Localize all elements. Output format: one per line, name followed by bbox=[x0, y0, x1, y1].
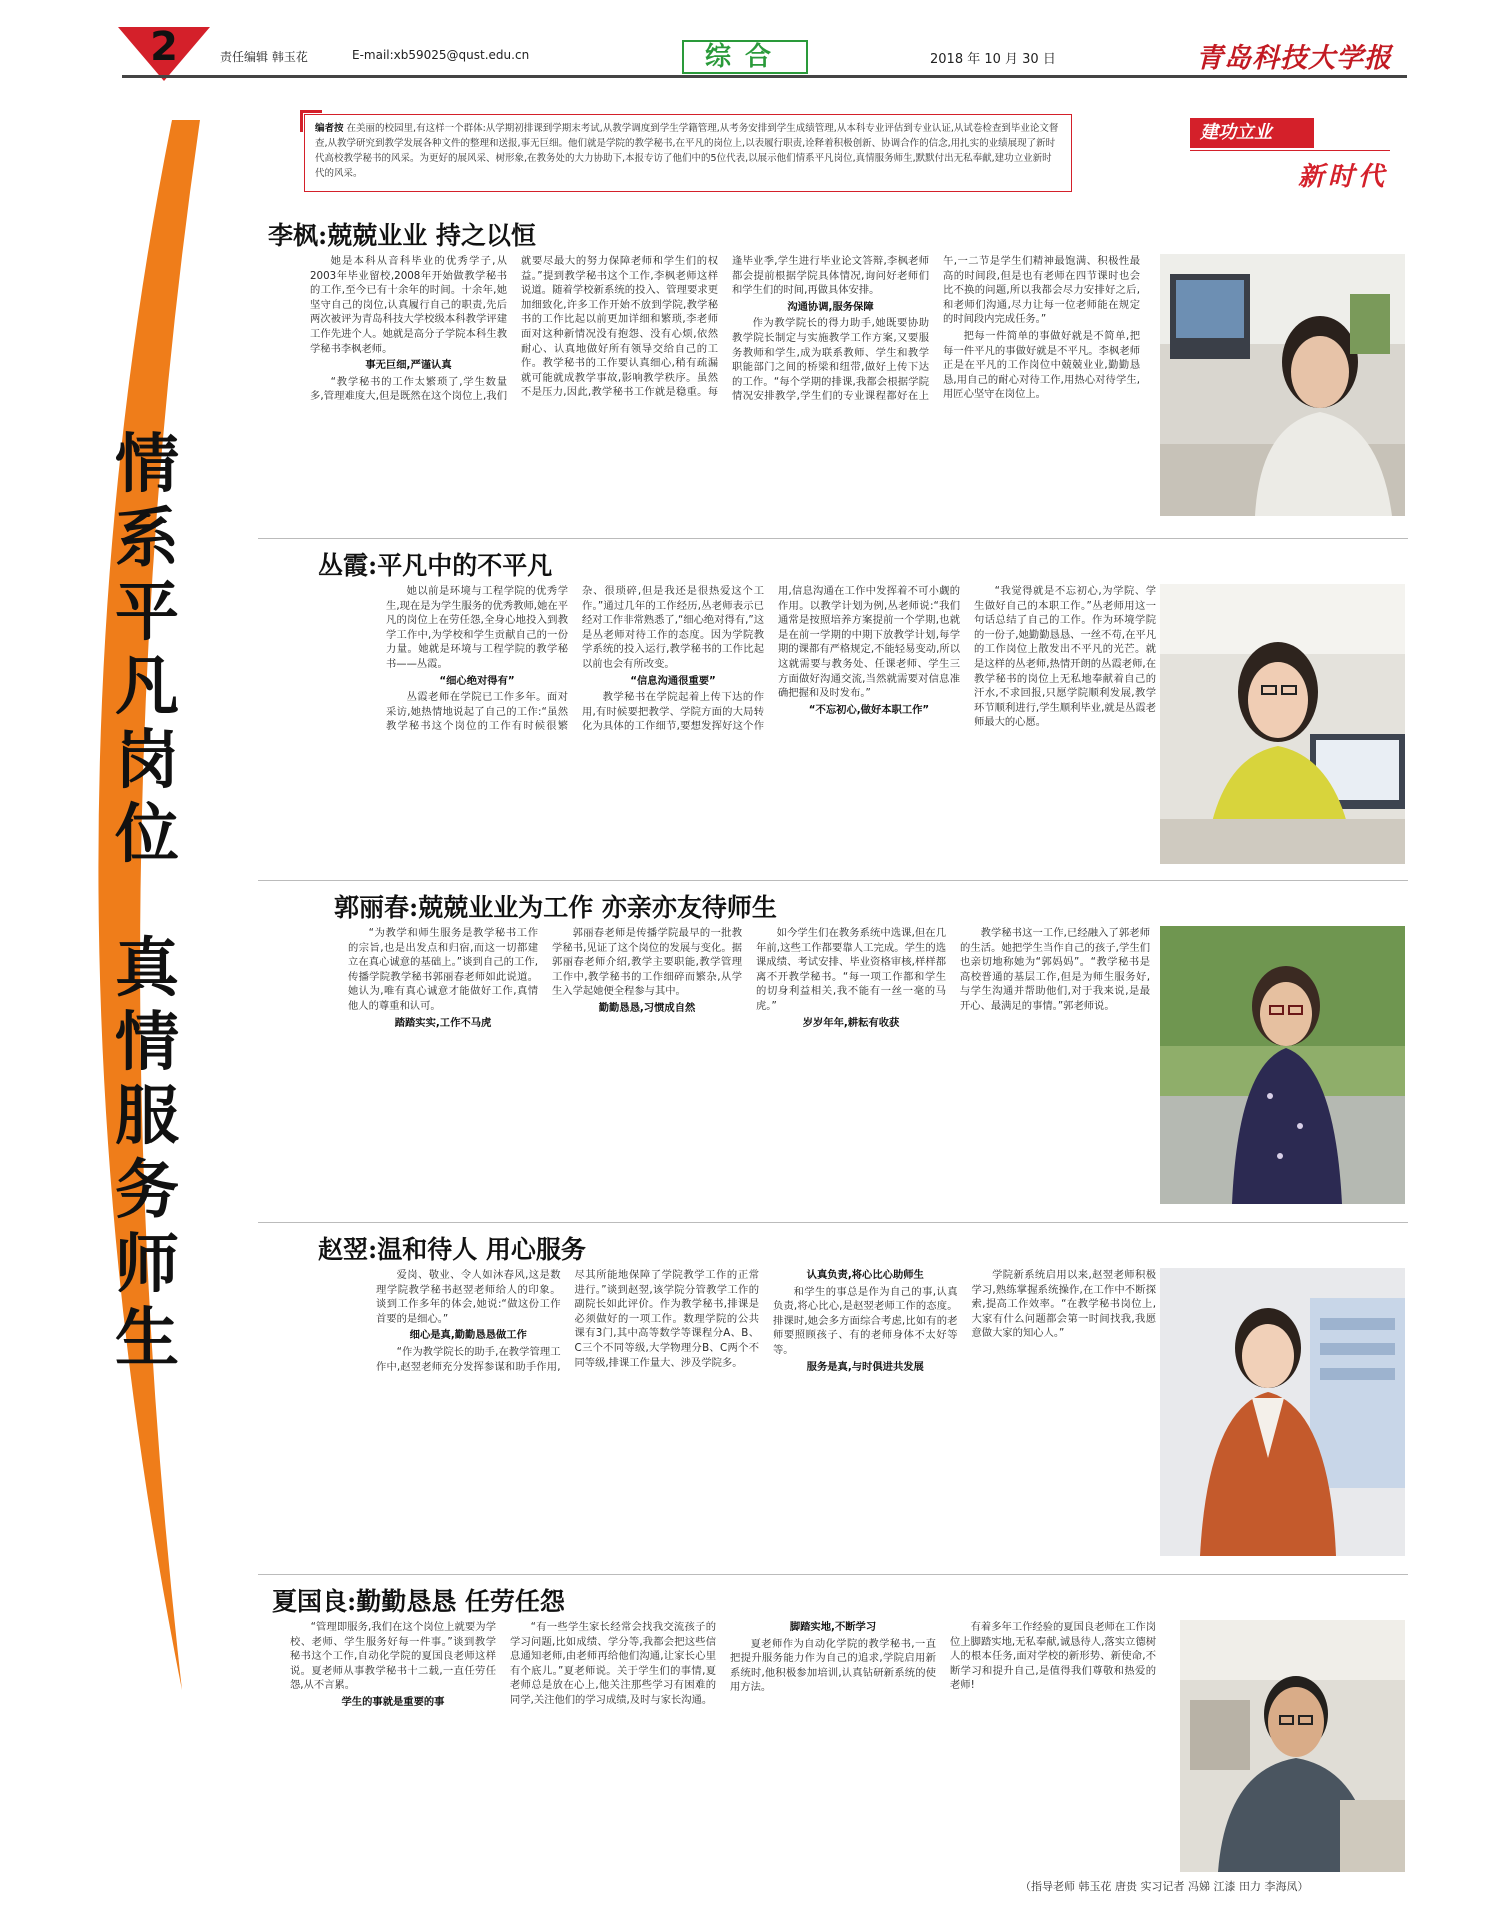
subheading: 认真负责,将心比心助师生 bbox=[806, 1269, 924, 1281]
subheading: “不忘初心,做好本职工作” bbox=[808, 703, 930, 716]
theme-badge bbox=[1190, 116, 1394, 196]
article-separator bbox=[258, 538, 1408, 539]
photo-xia-guoliang bbox=[1180, 1620, 1405, 1872]
credits-caption: （指导老师 韩玉花 唐贵 实习记者 冯娣 江漆 田力 李海凤） bbox=[1020, 1880, 1309, 1893]
theme-badge-bottom: 新时代 bbox=[1297, 162, 1388, 192]
responsible-editor: 责任编辑 韩玉花 bbox=[220, 50, 308, 64]
headline-char: 服 bbox=[115, 1080, 179, 1154]
headline-char: 岗 bbox=[115, 724, 179, 798]
article-separator bbox=[258, 1574, 1408, 1575]
paragraph: “教学秘书的工作太繁琐了,学生数量多,管理难度大,但是既然在这个岗位上,我们就要尽最大的努力保障老师和学生们的权益。”提到教学秘书这个工作,李枫老师这样说道。随着学校新系统的投入、管理要求更加细致化,许多工作开始不放到学院,教学秘书的工作比起以前更加详细和繁琐,李老师面对这种新情况没有抱怨、没有心烦,依然耐心、认真地做好所有领导交给自己的工作。教学秘书的工作要认真细心,稍有疏漏就可能就成教学事故,影响教学秩序。虽然不是压力,因此,教学秘书工作就是稳重。每逢毕业季,学生进行毕业论文答辩,李枫老师都会提前根据学院具体情况,询问好老师们和学生们的时间,再做具体安排。 bbox=[310, 255, 929, 403]
article-body-cong-xia bbox=[386, 584, 1156, 864]
paragraph: 郭丽春老师是传播学院最早的一批教学秘书,见证了这个岗位的发展与变化。据郭丽春老师介绍,教学主要职能,教学管理工作中,教学秘书的工作细碎而繁杂,从学生入学起她便全程参与其中。 bbox=[552, 927, 742, 998]
paragraph: “我觉得就是不忘初心,为学院、学生做好自己的本职工作。”丛老师用这一句话总结了自己的工作。作为环境学院的一份子,她勤勤恳恳、一丝不苟,在平凡的工作岗位上散发出不平凡的光芒。就是这样的丛老师,热情开朗的丛霞老师,在教学秘书的岗位上无私地奉献着自己的汗水,不求回报,只愿学院顺利发展,教学环节顺利进行,学生顺利毕业,就是丛霞老师最大的心愿。 bbox=[974, 585, 1156, 729]
photo-li-feng bbox=[1160, 254, 1405, 516]
subheading: 踏踏实实,工作不马虎 bbox=[394, 1016, 492, 1029]
paragraph: 有着多年工作经验的夏国良老师在工作岗位上脚踏实地,无私奉献,诚恳待人,落实立德树人的根本任务,面对学校的新形势、新使命,不断学习和提升自己,是值得我们尊敬和热爱的老师! bbox=[950, 1621, 1156, 1692]
subheading: 细心是真,勤勤恳恳做工作 bbox=[409, 1329, 527, 1342]
headline-char: 位 bbox=[115, 798, 179, 872]
paragraph: “有一些学生家长经常会找我交流孩子的学习问题,比如成绩、学分等,我都会把这些信息通知老师,由老师再给他们沟通,让家长心里有个底儿。”夏老师说。关于学生们的事情,夏老师总是放在心上,他关注那些学习有困难的同学,关注他们的学习成绩,及时与家长沟通。 bbox=[510, 1621, 716, 1706]
article-body-zhao-yi bbox=[376, 1268, 1156, 1556]
subheading: “信息沟通很重要” bbox=[630, 674, 716, 687]
subheading: 服务是真,与时俱进共发展 bbox=[806, 1360, 924, 1373]
article-body-guo-lichun bbox=[348, 926, 1150, 1204]
subheading: 岁岁年年,耕耘有收获 bbox=[802, 1016, 900, 1029]
headline-char: 凡 bbox=[115, 650, 179, 724]
headline-gap bbox=[102, 872, 192, 932]
photo-cong-xia bbox=[1160, 584, 1405, 864]
editors-note-lead: 编者按 bbox=[315, 123, 344, 134]
paragraph: 爱岗、敬业、令人如沐春风,这是数理学院教学秘书赵翌老师给人的印象。谈到工作多年的体会,她说:“做这份工作首要的是细心。” bbox=[376, 1269, 561, 1325]
subheading: “细心绝对得有” bbox=[439, 674, 515, 687]
paragraph: 丛霞老师在学院已工作多年。面对采访,她热情地说起了自己的工作:“虽然教学秘书这个岗位的工作有时候很繁杂、很琐碎,但是我还是很热爱这个工作。”通过几年的工作经历,丛老师表示已经对工作非常熟悉了,“细心绝对得有,”这是丛老师对待工作的态度。因为学院教学系统的投入运行,教学秘书的工作比起以前也会有所改变。 bbox=[386, 585, 764, 733]
editors-note bbox=[304, 114, 1072, 192]
header-rule bbox=[122, 75, 1407, 78]
theme-badge-top: 建功立业 bbox=[1190, 118, 1314, 148]
subheading: 沟通协调,服务保障 bbox=[787, 300, 874, 313]
photo-guo-lichun bbox=[1160, 926, 1405, 1204]
headline-char: 情 bbox=[115, 1006, 179, 1080]
subheading: 学生的事就是重要的事 bbox=[341, 1695, 445, 1708]
paper-logo: 青岛科技大学报 bbox=[1196, 43, 1392, 74]
article-title-cong-xia: 丛霞:平凡中的不平凡 bbox=[318, 551, 553, 580]
headline-char: 务 bbox=[115, 1154, 179, 1228]
issue-date: 2018 年 10 月 30 日 bbox=[930, 52, 1056, 67]
headline-char: 系 bbox=[115, 502, 179, 576]
article-title-xia-guoliang: 夏国良:勤勤恳恳 任劳任怨 bbox=[272, 1587, 565, 1616]
article-title-li-feng: 李枫:兢兢业业 持之以恒 bbox=[268, 221, 536, 250]
article-body-li-feng bbox=[310, 254, 1140, 516]
paragraph: “作为教学院长的助手,在教学管理工作中,赵翌老师充分发挥参谋和助手作用,尽其所能地保障了学院教学工作的正常进行。”谈到赵翌,该学院分管教学工作的副院长如此评价。作为教学秘书,排课是必须做好的一项工作。数理学院的公共课有3门,其中高等数学等课程分A、B、C三个不同等级,大学物理分B、C两个不同等级,排课工作量大、涉及学院多。 bbox=[376, 1269, 759, 1373]
headline-char: 真 bbox=[115, 932, 179, 1006]
paragraph: 她以前是环境与工程学院的优秀学生,现在是为学生服务的优秀教师,她在平凡的岗位上在劳任怨,全身心地投入到教学工作中,为学校和学生贡献自己的一份力量。她就是环境与工程学院的教学秘书——丛霞。 bbox=[386, 585, 568, 670]
headline-char: 情 bbox=[115, 428, 179, 502]
paragraph: 如今学生们在教务系统中选课,但在几年前,这些工作都要靠人工完成。学生的选课成绩、考试安排、毕业资格审核,样样都离不开教学秘书。“每一项工作都和学生的切身利益相关,我不能有一丝一毫的马虎。” bbox=[756, 927, 946, 1012]
article-title-guo-lichun: 郭丽春:兢兢业业为工作 亦亲亦友待师生 bbox=[334, 893, 777, 922]
subheading: 勤勤恳恳,习惯成自然 bbox=[598, 1001, 696, 1014]
subheading: 事无巨细,严谨认真 bbox=[365, 359, 452, 372]
paragraph: 和学生的事总是作为自己的事,认真负责,将心比心,是赵翌老师工作的态度。排课时,她会多方面综合考虑,比如有的老师要照顾孩子、有的老师身体不太好等等。 bbox=[773, 1285, 958, 1356]
photo-zhao-yi bbox=[1160, 1268, 1405, 1556]
paragraph: 教学秘书这一工作,已经融入了郭老师的生活。她把学生当作自己的孩子,学生们也亲切地称她为“郭妈妈”。“教学秘书是高校普通的基层工作,但是为师生服务好,与学生沟通并帮助他们,对于我来说,是最开心、最满足的事情。”郭老师说。 bbox=[960, 927, 1150, 1012]
article-body-xia-guoliang bbox=[290, 1620, 1156, 1872]
paragraph: “管理即服务,我们在这个岗位上就要为学校、老师、学生服务好每一件事。”谈到教学秘书这个工作,自动化学院的夏国良老师这样说。夏老师从事教学秘书十二载,一直任劳任怨,从不言累。 bbox=[290, 1621, 496, 1692]
subheading: 脚踏实地,不断学习 bbox=[789, 1621, 877, 1633]
article-title-zhao-yi: 赵翌:温和待人 用心服务 bbox=[318, 1235, 586, 1264]
paragraph: 教学秘书在学院起着上传下达的作用,有时候要把教学、学院方面的大局转化为具体的工作细节,要想发挥好这个作用,信息沟通在工作中发挥着不可小觑的作用。以教学计划为例,丛老师说:“我们通常是按照培养方案提前一个学期,也就是在前一学期的中期下放教学计划,每学期的课都有严格规定,不能轻易变动,所以这就需要与教务处、任课老师、学生三方面做好沟通交流,当然就需要对信息准确把握和及时发布。” bbox=[582, 585, 960, 733]
paragraph: 学院新系统启用以来,赵翌老师积极学习,熟练掌握系统操作,在工作中不断探索,提高工作效率。“在教学秘书岗位上,大家有什么问题都会第一时间找我,我愿意做大家的知心人。” bbox=[971, 1269, 1156, 1340]
vertical-headline bbox=[102, 428, 192, 1376]
headline-char: 师 bbox=[115, 1228, 179, 1302]
editor-email: E-mail:xb59025@qust.edu.cn bbox=[352, 48, 530, 62]
paragraph: 她是本科从音科毕业的优秀学子,从2003年毕业留校,2008年开始做教学秘书的工作,至今已有十余年的时间。十余年,她坚守自己的岗位,认真履行自己的职责,先后两次被评为青岛科技大学校级本科教学评建工作先进个人。她就是高分子学院本科生教学秘书李枫老师。 bbox=[310, 255, 507, 355]
headline-char: 生 bbox=[115, 1302, 179, 1376]
headline-char: 平 bbox=[115, 576, 179, 650]
paragraph: “为教学和师生服务是教学秘书工作的宗旨,也是出发点和归宿,而这一切都建立在真心诚意的基础上。”谈到自己的工作,传播学院教学秘书郭丽春老师如此说道。她认为,唯有真心诚意才能做好工作,真情他人的尊重和认可。 bbox=[348, 927, 538, 1012]
theme-badge-rule bbox=[1190, 150, 1390, 151]
section-label: 综合 bbox=[682, 40, 808, 74]
masthead bbox=[0, 0, 1502, 82]
paragraph: 作为教学院长的得力助手,她既要协助教学院长制定与实施教学工作方案,又要服务教师和学生,成为联系教师、学生和教学职能部门之间的桥梁和纽带,做好上传下达的工作。“每个学期的排课,我都会根据学院情况安排教学,学生们的专业课程都好在上午,一二节是学生们精神最饱满、积极性最高的时间段,但是也有老师在四节课时也会比不换的问题,所以我都会尽力安排好之后,和老师们沟通,尽力让每一位老师能在规定的时间段内完成任务。” bbox=[732, 255, 1140, 403]
paragraph: 夏老师作为自动化学院的教学秘书,一直把提升服务能力作为自己的追求,学院启用新系统时,他积极参加培训,认真钻研新系统的使用方法。 bbox=[730, 1637, 936, 1694]
page-number: 2 bbox=[150, 24, 178, 70]
article-separator bbox=[258, 880, 1408, 881]
paragraph: 把每一件简单的事做好就是不简单,把每一件平凡的事做好就是不平凡。李枫老师正是在平凡的工作岗位中兢兢业业,勤勤恳恳,用自己的耐心对待工作,用热心对待学生,用匠心坚守在岗位上。 bbox=[943, 329, 1140, 401]
editors-note-text: 在美丽的校园里,有这样一个群体:从学期初排课到学期末考试,从教学调度到学生学籍管理,从考务安排到学生成绩管理,从本科专业评估到专业认证,从试卷检查到毕业论文督查,从教学研究到教学发展各种文件的整理和送报,事无巨细。他们就是学院的教学秘书,在平凡的岗位上,以表履行职责,诠释着积极创新、协调合作的信念,用扎实的业绩展现了新时代高校教学秘书的风采。为更好的展风采、树形象,在教务处的大力协助下,本报专访了他们中的5位代表,以展示他们情系平凡岗位,真情服务师生,默默付出无私奉献,建功立业新时代的风采。 bbox=[315, 123, 1059, 179]
article-separator bbox=[258, 1222, 1408, 1223]
